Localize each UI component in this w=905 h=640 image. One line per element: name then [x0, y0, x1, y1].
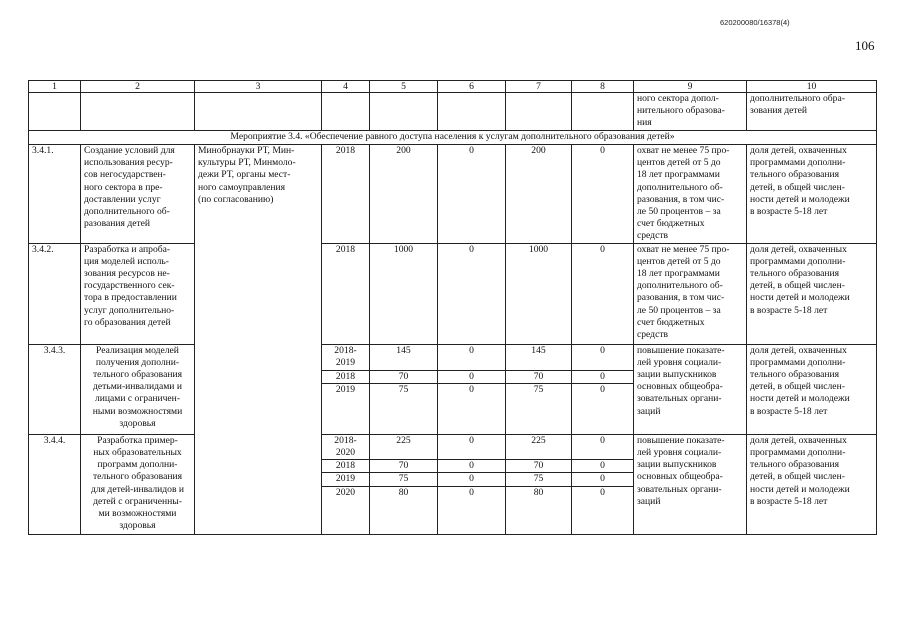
program-table	[28, 80, 877, 535]
carry-target: дополнительного обра- зования детей	[747, 93, 877, 131]
activity-name: Реализация моделей получения дополни- тельного образования детьми-инвалидами и лицами с ограничен- ными возможностями здоровья	[81, 344, 195, 434]
column-header: 4	[322, 81, 370, 93]
amount-total: 1000	[370, 243, 438, 344]
column-header: 10	[747, 81, 877, 93]
amount-federal: 0	[438, 370, 506, 383]
year: 2019	[322, 383, 370, 434]
activity-name: Разработка и апроба- ция моделей исполь- зования ресурсов не- государственного сек- тора в предоставлении услуг дополнительно- го образования детей	[81, 243, 195, 344]
section-row	[29, 131, 877, 145]
amount-regional: 1000	[506, 243, 572, 344]
year: 2018	[322, 145, 370, 244]
indicator: повышение показате- лей уровня социали- зации выпускников основных общеобра- зовательных органи- заций	[634, 434, 747, 534]
target-indicator: доля детей, охваченных программами дополни- тельного образования детей, в общей числен- ности детей и молодежи в возрасте 5-18 лет	[747, 434, 877, 534]
table-row	[29, 145, 877, 244]
row-number: 3.4.2.	[29, 243, 81, 344]
amount-regional: 70	[506, 460, 572, 473]
column-header: 2	[81, 81, 195, 93]
target-indicator: доля детей, охваченных программами дополни- тельного образования детей, в общей числен- ности детей и молодежи в возрасте 5-18 лет	[747, 145, 877, 244]
amount-local: 0	[572, 460, 634, 473]
activity-name: Создание условий для использования ресур- сов негосударствен- ного сектора в пре- доставлении услуг дополнительного об- разования детей	[81, 145, 195, 244]
amount-regional: 80	[506, 486, 572, 534]
row-number: 3.4.4.	[29, 434, 81, 534]
amount-regional: 75	[506, 383, 572, 434]
column-header: 6	[438, 81, 506, 93]
amount-regional: 70	[506, 370, 572, 383]
year: 2020	[322, 486, 370, 534]
amount-regional: 200	[506, 145, 572, 244]
amount-total: 145	[370, 344, 438, 370]
row-number: 3.4.1.	[29, 145, 81, 244]
amount-local: 0	[572, 370, 634, 383]
amount-federal: 0	[438, 434, 506, 459]
column-header: 7	[506, 81, 572, 93]
table-row	[29, 243, 877, 344]
year: 2018	[322, 370, 370, 383]
amount-federal: 0	[438, 243, 506, 344]
amount-total: 70	[370, 370, 438, 383]
amount-regional: 225	[506, 434, 572, 459]
amount-federal: 0	[438, 344, 506, 370]
amount-local: 0	[572, 344, 634, 370]
column-header: 3	[195, 81, 322, 93]
amount-local: 0	[572, 383, 634, 434]
amount-local: 0	[572, 243, 634, 344]
table-row	[29, 434, 877, 459]
table-row	[29, 344, 877, 370]
amount-federal: 0	[438, 486, 506, 534]
column-header: 1	[29, 81, 81, 93]
amount-federal: 0	[438, 383, 506, 434]
year: 2018- 2019	[322, 344, 370, 370]
section-title: Мероприятие 3.4. «Обеспечение равного доступа населения к услугам дополнительного образования детей»	[29, 131, 877, 145]
year: 2019	[322, 473, 370, 486]
amount-local: 0	[572, 434, 634, 459]
amount-total: 75	[370, 383, 438, 434]
column-header: 5	[370, 81, 438, 93]
amount-total: 200	[370, 145, 438, 244]
document-code: 620200080/16378(4)	[720, 18, 790, 27]
amount-total: 75	[370, 473, 438, 486]
column-header-row	[29, 81, 877, 93]
year: 2018- 2020	[322, 434, 370, 459]
year: 2018	[322, 243, 370, 344]
column-header: 8	[572, 81, 634, 93]
year: 2018	[322, 460, 370, 473]
column-header: 9	[634, 81, 747, 93]
indicator: повышение показате- лей уровня социали- зации выпускников основных общеобра- зовательных органи- заций	[634, 344, 747, 434]
amount-local: 0	[572, 486, 634, 534]
target-indicator: доля детей, охваченных программами дополни- тельного образования детей, в общей числен- ности детей и молодежи в возрасте 5-18 лет	[747, 243, 877, 344]
carry-over-row	[29, 93, 877, 131]
amount-total: 80	[370, 486, 438, 534]
amount-regional: 75	[506, 473, 572, 486]
activity-name: Разработка пример- ных образовательных программ дополни- тельного образования для детей-инвалидов и детей с ограниченны- ми возможностями здоровья	[81, 434, 195, 534]
amount-federal: 0	[438, 460, 506, 473]
amount-regional: 145	[506, 344, 572, 370]
indicator: охват не менее 75 про- центов детей от 5 до 18 лет программами дополнительного об- разования, в том чис- ле 50 процентов – за счет бюджетных средств	[634, 145, 747, 244]
amount-total: 70	[370, 460, 438, 473]
carry-indicator: ного сектора допол- нительного образова- ния	[634, 93, 747, 131]
amount-total: 225	[370, 434, 438, 459]
executor: Минобрнауки РТ, Мин- культуры РТ, Минмоло- дежи РТ, органы мест- ного самоуправления (по согласованию)	[195, 145, 322, 535]
row-number: 3.4.3.	[29, 344, 81, 434]
amount-federal: 0	[438, 473, 506, 486]
target-indicator: доля детей, охваченных программами дополни- тельного образования детей, в общей числен- ности детей и молодежи в возрасте 5-18 лет	[747, 344, 877, 434]
page-number: 106	[855, 38, 875, 53]
amount-local: 0	[572, 145, 634, 244]
amount-federal: 0	[438, 145, 506, 244]
indicator: охват не менее 75 про- центов детей от 5 до 18 лет программами дополнительного об- разования, в том чис- ле 50 процентов – за счет бюджетных средств	[634, 243, 747, 344]
amount-local: 0	[572, 473, 634, 486]
